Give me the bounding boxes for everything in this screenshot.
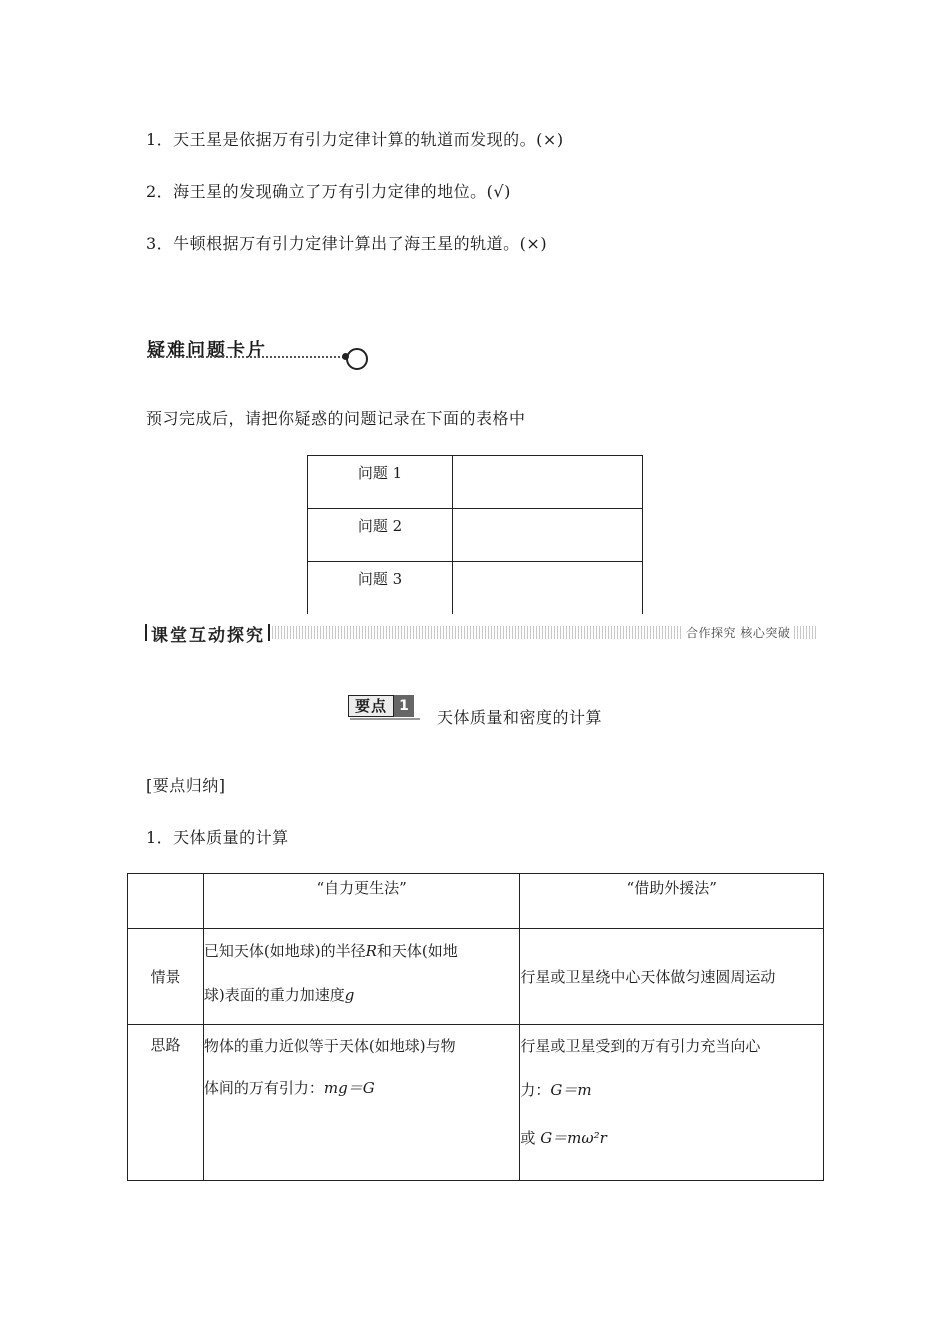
cell-line [204,929,520,973]
section-banner-subtitle: 合作探究 核心突破 [683,624,793,641]
keypoint-badge-label: 要点 [348,695,394,717]
cell-line: 物体的重力近似等于天体(如地球)与物 [203,1037,456,1055]
banner-divider [268,624,270,641]
circle-marker-icon [346,348,368,370]
question-label: 问题 3 [308,562,453,615]
table-row [128,1025,824,1181]
row-label: 情景 [128,929,204,1025]
table-header-cell: “借助外援法” [520,874,824,929]
formula: G＝m [550,1081,592,1099]
cell-line [204,1067,520,1109]
question-row [308,562,643,615]
row-label: 思路 [128,1025,204,1181]
question-answer-cell[interactable] [453,456,643,509]
self-method-cell [203,1025,520,1181]
cell-text: 已知天体(如地球)的半径 [203,942,366,960]
section-banner-title: 课堂互动探究 [151,626,265,646]
dotted-leader [147,356,344,358]
variable-g: g [344,986,355,1004]
table-row [128,929,824,1025]
question-answer-cell[interactable] [453,562,643,615]
banner-divider [145,624,147,641]
question-row [308,456,643,509]
question-row [308,509,643,562]
table-header-cell [128,874,204,929]
cell-text: 球)表面的重力加速度 [203,986,345,1004]
question-answer-cell[interactable] [453,509,643,562]
keypoint-badge-number: 1 [394,695,414,717]
cell-line [520,1067,823,1113]
variable-r: R [365,942,377,960]
formula: G＝mω²r [540,1129,607,1147]
badge-shadow [350,718,420,720]
external-method-cell: 行星或卫星绕中心天体做匀速圆周运动 [520,929,824,1025]
question-card-title: 疑难问题卡片 [147,340,267,361]
question-label: 问题 2 [308,509,453,562]
quiz-item-3: 3．牛顿根据万有引力定律计算出了海王星的轨道。(×) [146,234,548,253]
keypoint-title: 天体质量和密度的计算 [437,708,603,727]
cell-text: 体间的万有引力： [203,1079,324,1097]
quiz-item-1: 1．天王星是依据万有引力定律计算的轨道而发现的。(×) [146,130,564,149]
card-instruction: 预习完成后，请把你疑惑的问题记录在下面的表格中 [146,409,526,428]
cell-text: 和天体(如地 [376,942,458,960]
cell-text: 力： [520,1081,551,1099]
cell-line: 行星或卫星受到的万有引力充当向心 [520,1037,761,1055]
table-header-cell: “自力更生法” [203,874,520,929]
item-heading: 1．天体质量的计算 [146,828,289,847]
cell-line [204,973,520,1017]
quiz-item-2: 2．海王星的发现确立了万有引力定律的地位。(√) [146,182,511,201]
cell-text: 或 [520,1129,536,1147]
self-method-cell [203,929,520,1025]
cell-line [520,1113,823,1163]
keypoint-badge [348,695,414,717]
question-label: 问题 1 [308,456,453,509]
question-table [307,455,643,614]
table-header-row [128,874,824,929]
mass-calc-table [127,873,824,1181]
formula: mg＝G [323,1079,375,1097]
summary-label: [要点归纳] [146,776,226,795]
external-method-cell [520,1025,824,1181]
